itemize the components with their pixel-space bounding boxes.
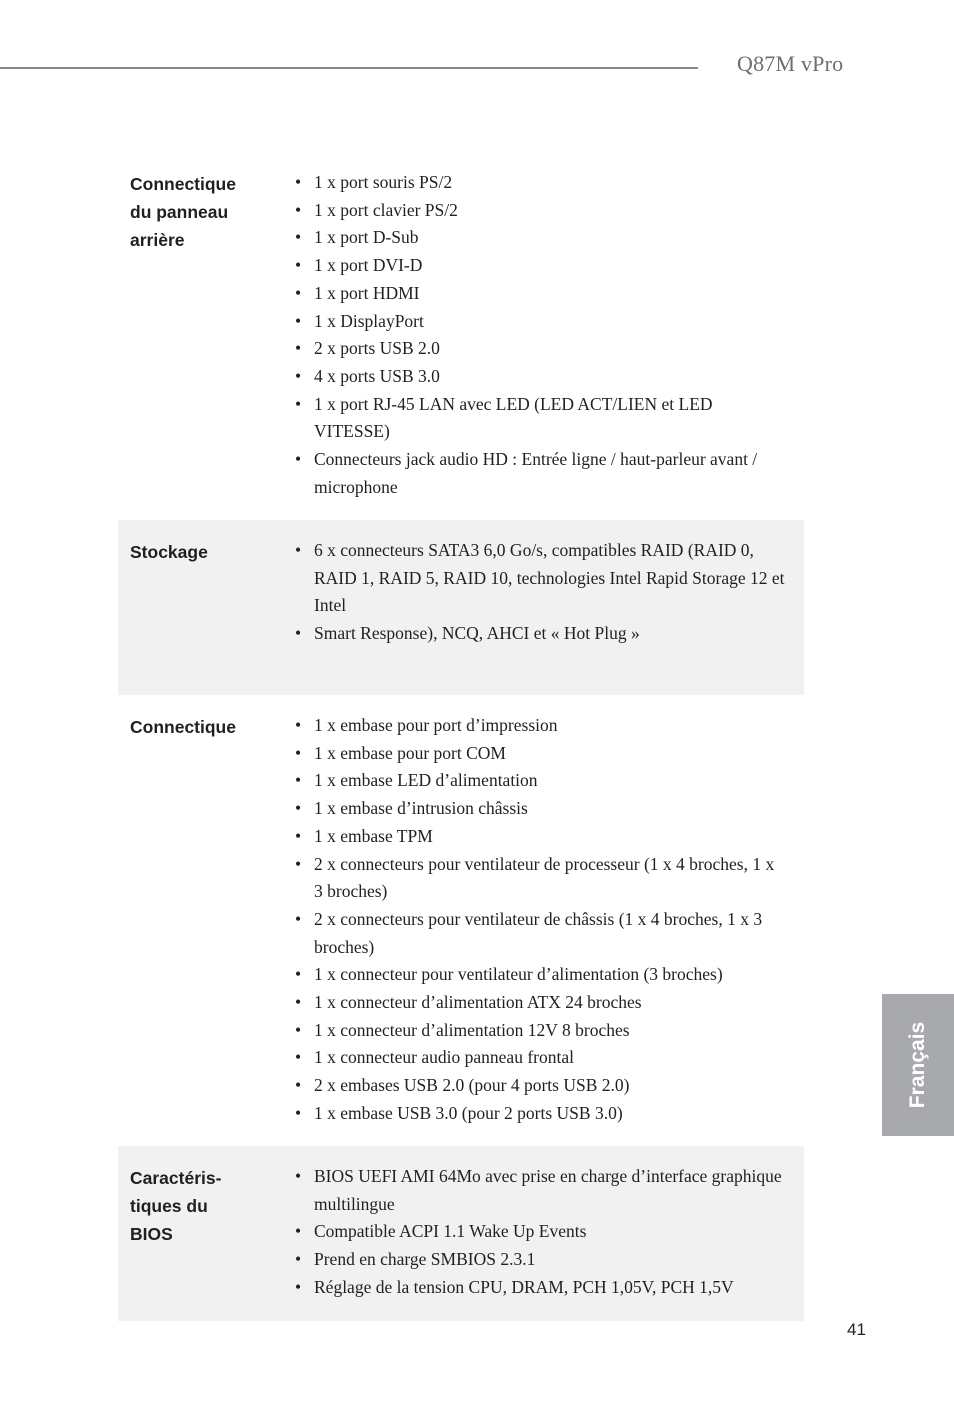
spec-section-storage <box>118 520 804 695</box>
bullet-icon: • <box>295 172 302 192</box>
list-item-text: 2 x embases USB 2.0 (pour 4 ports USB 2.0) <box>314 1075 630 1096</box>
list-item <box>295 1218 785 1246</box>
list-item <box>295 620 785 648</box>
spec-section-connectors <box>118 695 804 1146</box>
bullet-icon: • <box>295 908 302 929</box>
list-item <box>295 1072 785 1100</box>
language-tab-label: Français <box>906 1021 929 1109</box>
list-item-text: 6 x connecteurs SATA3 6,0 Go/s, compatibles RAID (RAID 0, RAID 1, RAID 5, RAID 10, technologies Intel Rapid Storage 12 et Intel <box>314 540 785 616</box>
list-item-text: 1 x embase USB 3.0 (pour 2 ports USB 3.0) <box>314 1102 623 1123</box>
bullet-icon: • <box>295 282 302 303</box>
list-item-text: BIOS UEFI AMI 64Mo avec prise en charge d’interface graphique multilingue <box>314 1166 782 1214</box>
list-item-text: Smart Response), NCQ, AHCI et « Hot Plug » <box>314 623 640 644</box>
page-number: 41 <box>847 1320 866 1339</box>
list-item <box>295 1044 785 1072</box>
bullet-icon: • <box>295 992 302 1013</box>
header-rule <box>0 67 698 69</box>
list-item-text: 1 x port clavier PS/2 <box>314 199 458 220</box>
bullet-icon: • <box>295 540 302 560</box>
list-item-text: Réglage de la tension CPU, DRAM, PCH 1,05V, PCH 1,5V <box>314 1276 734 1297</box>
list-item-text: 1 x embase LED d’alimentation <box>314 770 538 791</box>
list-item-text: 1 x embase d’intrusion châssis <box>314 798 528 819</box>
list-item-text: 1 x connecteur d’alimentation ATX 24 broches <box>314 992 642 1013</box>
language-tab <box>882 994 954 1136</box>
list-item <box>295 1100 785 1128</box>
bullet-icon: • <box>295 1249 302 1270</box>
list-item <box>295 280 785 308</box>
list-item-text: Compatible ACPI 1.1 Wake Up Events <box>314 1221 587 1242</box>
bullet-icon: • <box>295 227 302 248</box>
list-item <box>295 989 785 1017</box>
section-label: Caractéris- tiques du BIOS <box>130 1168 222 1244</box>
list-item-text: 4 x ports USB 3.0 <box>314 365 440 386</box>
list-item <box>295 740 785 768</box>
list-item <box>295 1274 785 1302</box>
bullet-icon: • <box>295 1166 302 1186</box>
section-label: Connectique <box>130 717 236 737</box>
list-item-text: 1 x connecteur audio panneau frontal <box>314 1047 574 1068</box>
list-item <box>295 363 785 391</box>
bullet-icon: • <box>295 853 302 874</box>
spec-list <box>295 712 785 1128</box>
bullet-icon: • <box>295 310 302 331</box>
bullet-icon: • <box>295 365 302 386</box>
list-item-text: 2 x connecteurs pour ventilateur de châssis (1 x 4 broches, 1 x 3 broches) <box>314 908 763 957</box>
bullet-icon: • <box>295 1221 302 1242</box>
list-item-text: 2 x ports USB 2.0 <box>314 338 440 359</box>
list-item <box>295 906 785 961</box>
list-item-text: Prend en charge SMBIOS 2.3.1 <box>314 1249 536 1270</box>
list-item <box>295 391 785 446</box>
bullet-icon: • <box>295 825 302 846</box>
bullet-icon: • <box>295 742 302 763</box>
spec-list <box>295 169 785 501</box>
bullet-icon: • <box>295 1102 302 1123</box>
list-item-text: 1 x embase TPM <box>314 825 433 846</box>
bullet-icon: • <box>295 798 302 819</box>
section-label: Connectique du panneau arrière <box>130 174 236 250</box>
list-item <box>295 851 785 906</box>
list-item-text: 2 x connecteurs pour ventilateur de processeur (1 x 4 broches, 1 x 3 broches) <box>314 853 775 902</box>
list-item-text: 1 x port DVI-D <box>314 255 423 276</box>
bullet-icon: • <box>295 623 302 644</box>
list-item-text: Connecteurs jack audio HD : Entrée ligne / haut-parleur avant / microphone <box>314 449 758 497</box>
list-item <box>295 795 785 823</box>
bullet-icon: • <box>295 393 302 414</box>
spec-section-bios <box>118 1146 804 1321</box>
list-item <box>295 252 785 280</box>
list-item <box>295 1246 785 1274</box>
list-item <box>295 308 785 336</box>
list-item-text: 1 x embase pour port d’impression <box>314 715 558 735</box>
list-item <box>295 961 785 989</box>
list-item <box>295 1017 785 1045</box>
list-item <box>295 767 785 795</box>
bullet-icon: • <box>295 770 302 791</box>
list-item <box>295 197 785 225</box>
header-title: Q87M vPro <box>737 51 844 76</box>
list-item-text: 1 x port HDMI <box>314 282 420 303</box>
bullet-icon: • <box>295 338 302 359</box>
section-label: Stockage <box>130 542 208 562</box>
list-item-text: 1 x port D-Sub <box>314 227 419 248</box>
list-item-text: 1 x embase pour port COM <box>314 742 506 763</box>
list-item <box>295 712 785 740</box>
list-item-text: 1 x port RJ-45 LAN avec LED (LED ACT/LIEN et LED VITESSE) <box>314 393 713 442</box>
bullet-icon: • <box>295 964 302 985</box>
bullet-icon: • <box>295 1047 302 1068</box>
list-item <box>295 335 785 363</box>
bullet-icon: • <box>295 199 302 220</box>
list-item <box>295 1163 785 1218</box>
list-item-text: 1 x connecteur d’alimentation 12V 8 broches <box>314 1019 630 1040</box>
list-item-text: 1 x port souris PS/2 <box>314 172 453 192</box>
bullet-icon: • <box>295 449 302 470</box>
bullet-icon: • <box>295 255 302 276</box>
bullet-icon: • <box>295 1075 302 1096</box>
list-item <box>295 823 785 851</box>
spec-section-rear-panel <box>118 165 804 520</box>
list-item-text: 1 x connecteur pour ventilateur d’alimentation (3 broches) <box>314 964 723 985</box>
list-item <box>295 446 785 501</box>
bullet-icon: • <box>295 715 302 735</box>
list-item-text: 1 x DisplayPort <box>314 310 424 331</box>
spec-list <box>295 1163 785 1302</box>
bullet-icon: • <box>295 1276 302 1297</box>
list-item <box>295 224 785 252</box>
list-item <box>295 169 785 197</box>
bullet-icon: • <box>295 1019 302 1040</box>
list-item <box>295 537 785 620</box>
spec-list <box>295 537 785 648</box>
